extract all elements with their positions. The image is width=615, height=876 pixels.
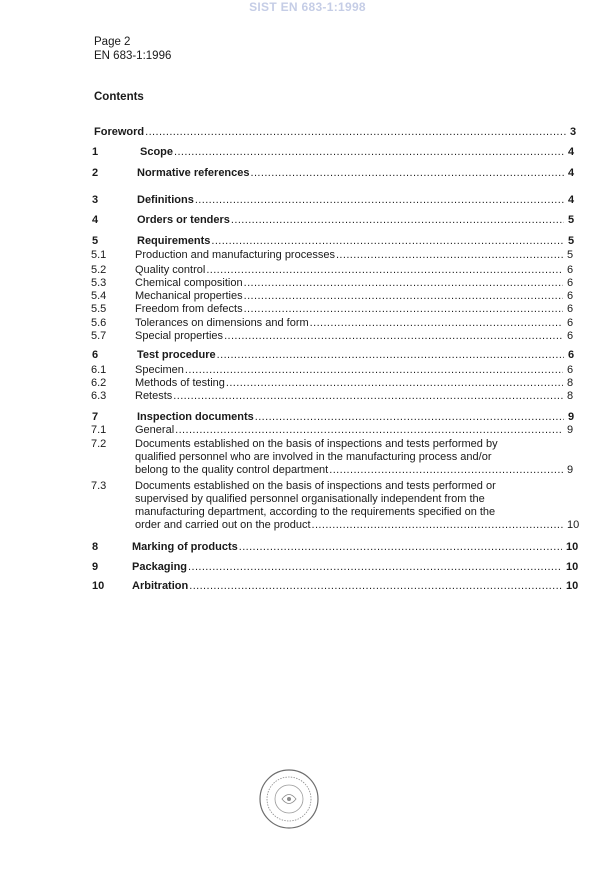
toc-title-line: manufacturing department, according to the requirements specified on the bbox=[135, 506, 496, 518]
toc-title-line: Documents established on the basis of inspections and tests performed by bbox=[135, 438, 498, 450]
toc-number: 4 bbox=[92, 214, 99, 226]
dot-leader bbox=[211, 235, 564, 248]
toc-title: Arbitration bbox=[132, 580, 189, 592]
toc-title: Quality control bbox=[135, 264, 206, 276]
toc-page-number: 5 bbox=[567, 249, 574, 261]
toc-page-number: 9 bbox=[567, 424, 574, 436]
toc-title: Tolerances on dimensions and form bbox=[135, 317, 309, 329]
toc-page-number: 8 bbox=[567, 377, 574, 389]
dot-leader bbox=[231, 214, 564, 227]
toc-page-number: 6 bbox=[568, 349, 575, 361]
toc-title: Test procedure bbox=[137, 349, 216, 361]
toc-number: 9 bbox=[92, 561, 99, 573]
toc-number: 5.1 bbox=[91, 249, 107, 261]
dot-leader bbox=[224, 330, 563, 343]
toc-title: Chemical composition bbox=[135, 277, 243, 289]
toc-page-number: 9 bbox=[567, 464, 574, 476]
toc-title: Requirements bbox=[137, 235, 211, 247]
toc-number: 5.2 bbox=[91, 264, 107, 276]
toc-page-number: 10 bbox=[566, 580, 579, 592]
toc-page-number: 6 bbox=[567, 317, 574, 329]
toc-number: 5.6 bbox=[91, 317, 107, 329]
toc-number: 6 bbox=[92, 349, 99, 361]
toc-number: 7.1 bbox=[91, 424, 107, 436]
toc-number: 5.5 bbox=[91, 303, 107, 315]
dot-leader bbox=[255, 411, 564, 424]
dot-leader bbox=[310, 317, 563, 330]
dot-leader bbox=[206, 264, 563, 277]
toc-number: 5.3 bbox=[91, 277, 107, 289]
dot-leader bbox=[239, 541, 562, 554]
toc-page-number: 6 bbox=[567, 364, 574, 376]
dot-leader bbox=[174, 146, 564, 159]
toc-title: Inspection documents bbox=[137, 411, 254, 423]
toc-number: 8 bbox=[92, 541, 99, 553]
toc-page-number: 5 bbox=[568, 235, 575, 247]
toc-number: 3 bbox=[92, 194, 99, 206]
toc-title: Production and manufacturing processes bbox=[135, 249, 335, 261]
toc-number: 1 bbox=[92, 146, 99, 158]
toc-page-number: 10 bbox=[566, 541, 579, 553]
dot-leader bbox=[244, 290, 563, 303]
contents-title: Contents bbox=[94, 91, 144, 103]
toc-title: Orders or tenders bbox=[137, 214, 230, 226]
dot-leader bbox=[336, 249, 563, 262]
toc-title: Specimen bbox=[135, 364, 184, 376]
official-seal bbox=[258, 768, 320, 830]
dot-leader bbox=[175, 424, 563, 437]
toc-title: Methods of testing bbox=[135, 377, 225, 389]
toc-page-number: 10 bbox=[566, 561, 579, 573]
toc-number: 6.1 bbox=[91, 364, 107, 376]
dot-leader bbox=[188, 561, 562, 574]
dot-leader bbox=[251, 167, 564, 180]
toc-title: Special properties bbox=[135, 330, 224, 342]
document-id: EN 683-1:1996 bbox=[94, 50, 172, 62]
dot-leader bbox=[244, 277, 563, 290]
toc-page-number: 4 bbox=[568, 146, 575, 158]
toc-title-line: Documents established on the basis of inspections and tests performed or bbox=[135, 480, 496, 492]
dot-leader bbox=[329, 464, 563, 477]
toc-number: 6.3 bbox=[91, 390, 107, 402]
toc-number: 10 bbox=[92, 580, 105, 592]
toc-title: Definitions bbox=[137, 194, 194, 206]
toc-page-number: 4 bbox=[568, 194, 575, 206]
toc-page-number: 6 bbox=[567, 330, 574, 342]
toc-title-line: qualified personnel who are involved in the manufacturing process and/or bbox=[135, 451, 492, 463]
toc-page-number: 10 bbox=[567, 519, 580, 531]
toc-number: 5.4 bbox=[91, 290, 107, 302]
toc-title: Retests bbox=[135, 390, 173, 402]
toc-title: Mechanical properties bbox=[135, 290, 243, 302]
page-number: Page 2 bbox=[94, 36, 131, 48]
toc-title-line: supervised by qualified personnel organisationally independent from the bbox=[135, 493, 485, 505]
dot-leader bbox=[173, 390, 563, 403]
dot-leader bbox=[217, 349, 564, 362]
toc-page-number: 6 bbox=[567, 290, 574, 302]
dot-leader bbox=[244, 303, 563, 316]
toc-number: 5.7 bbox=[91, 330, 107, 342]
toc-title: Normative references bbox=[137, 167, 250, 179]
toc-title: Packaging bbox=[132, 561, 188, 573]
toc-title: Scope bbox=[140, 146, 174, 158]
toc-number: 6.2 bbox=[91, 377, 107, 389]
toc-title: Marking of products bbox=[132, 541, 238, 553]
toc-page-number: 9 bbox=[568, 411, 575, 423]
toc-number: 7.2 bbox=[91, 438, 107, 450]
dot-leader bbox=[226, 377, 563, 390]
dot-leader bbox=[189, 580, 562, 593]
toc-title: Freedom from defects bbox=[135, 303, 243, 315]
toc-number: 5 bbox=[92, 235, 99, 247]
toc-title: Foreword bbox=[94, 126, 145, 138]
toc-number: 2 bbox=[92, 167, 99, 179]
watermark: SIST EN 683-1:1998 bbox=[249, 0, 366, 14]
toc-page-number: 4 bbox=[568, 167, 575, 179]
toc-title: General bbox=[135, 424, 175, 436]
toc-page-number: 5 bbox=[568, 214, 575, 226]
toc-number: 7 bbox=[92, 411, 99, 423]
toc-title-line: belong to the quality control department bbox=[135, 464, 329, 476]
toc-title-line: order and carried out on the product bbox=[135, 519, 311, 531]
toc-page-number: 8 bbox=[567, 390, 574, 402]
toc-page-number: 6 bbox=[567, 277, 574, 289]
dot-leader bbox=[195, 194, 564, 207]
dot-leader bbox=[145, 126, 566, 139]
toc-page-number: 3 bbox=[570, 126, 577, 138]
dot-leader bbox=[185, 364, 563, 377]
toc-page-number: 6 bbox=[567, 303, 574, 315]
dot-leader bbox=[312, 519, 563, 532]
toc-page-number: 6 bbox=[567, 264, 574, 276]
toc-number: 7.3 bbox=[91, 480, 107, 492]
